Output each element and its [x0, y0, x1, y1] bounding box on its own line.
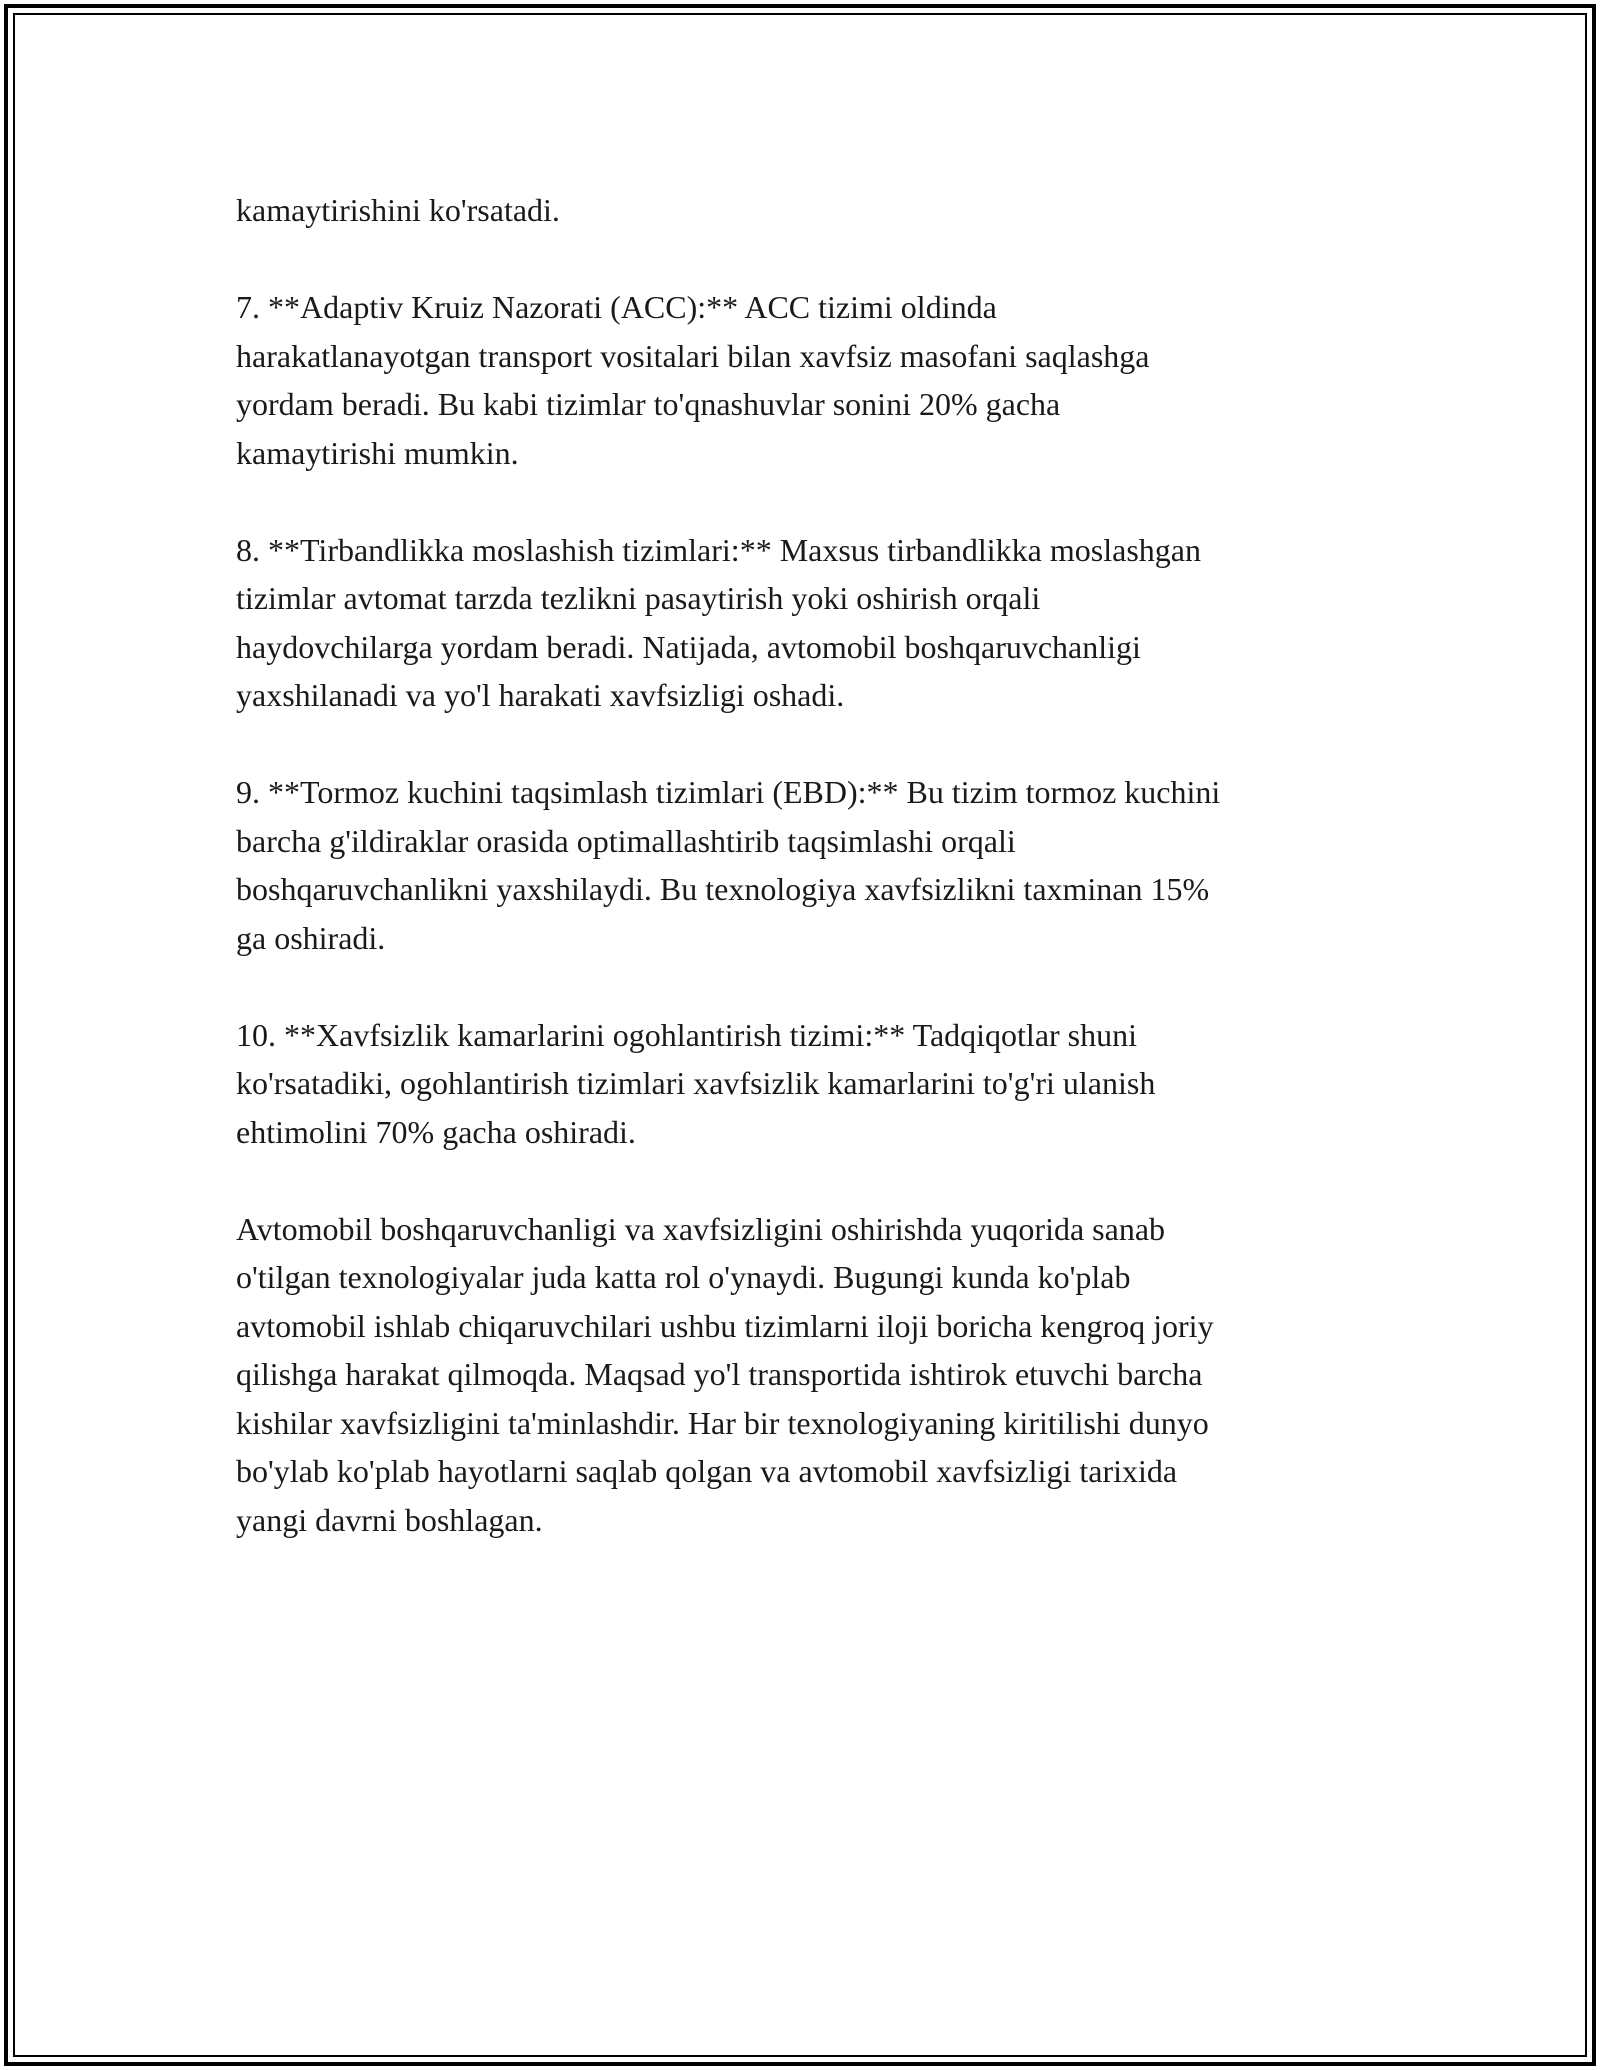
document-body: [236, 186, 1386, 1593]
paragraph-item-10-seatbelt-warning: 10. **Xavfsizlik kamarlarini ogohlantirish tizimi:** Tadqiqotlar shuni ko'rsatadiki, ogohlantirish tizimlari xavfsizlik kamarlarini to'g'ri ulanish ehtimolini 70% gacha oshiradi.: [236, 1016, 1156, 1150]
paragraph-item-8-traffic-adaptation: 8. **Tirbandlikka moslashish tizimlari:** Maxsus tirbandlikka moslashgan tizimlar avtomat tarzda tezlikni pasaytirish yoki oshirish orqali haydovchilarga yordam beradi. Natijada, avtomobil boshqaruvchanligi yaxshilanadi va yo'l harakati xavfsizligi oshadi.: [236, 531, 1201, 713]
paragraph-continuation: kamaytirishini ko'rsatadi.: [236, 192, 560, 228]
paragraph-item-7-acc: 7. **Adaptiv Kruiz Nazorati (ACC):** ACC tizimi oldinda harakatlanayotgan transport vositalari bilan xavfsiz masofani saqlashga yordam beradi. Bu kabi tizimlar to'qnashuvlar sonini 20% gacha kamaytirishi mumkin.: [236, 289, 1150, 471]
paragraph-item-9-ebd: 9. **Tormoz kuchini taqsimlash tizimlari (EBD):** Bu tizim tormoz kuchini barcha g'ildiraklar orasida optimallashtirib taqsimlashi orqali boshqaruvchanlikni yaxshilaydi. Bu texnologiya xavfsizlikni taxminan 15% ga oshiradi.: [236, 774, 1221, 956]
paragraph-conclusion: Avtomobil boshqaruvchanligi va xavfsizligini oshirishda yuqorida sanab o'tilgan texnologiyalar juda katta rol o'ynaydi. Bugungi kunda ko'plab avtomobil ishlab chiqaruvchilari ushbu tizimlarni iloji boricha kengroq joriy qilishga harakat qilmoqda. Maqsad yo'l transportida ishtirok etuvchi barcha kishilar xavfsizligini ta'minlashdir. Har bir texnologiyaning kiritilishi dunyo bo'ylab ko'plab hayotlarni saqlab qolgan va avtomobil xavfsizligi tarixida yangi davrni boshlagan.: [236, 1210, 1214, 1538]
